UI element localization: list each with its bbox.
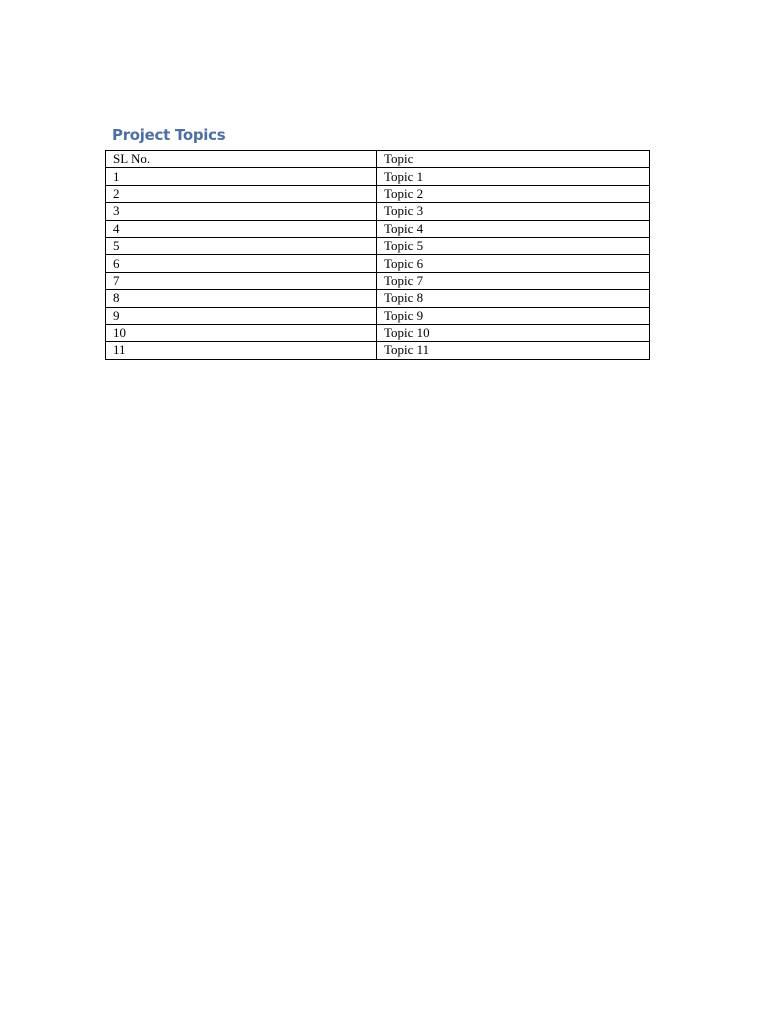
- sl-no-cell: 4: [106, 220, 377, 237]
- topic-cell: Topic 8: [377, 290, 650, 307]
- table-row: [106, 290, 650, 307]
- topics-table: [105, 150, 650, 360]
- sl-no-cell: 9: [106, 307, 377, 324]
- topic-cell: Topic 10: [377, 324, 650, 341]
- topic-cell: Topic 3: [377, 203, 650, 220]
- sl-no-cell: 8: [106, 290, 377, 307]
- table-row: [106, 220, 650, 237]
- topic-cell: Topic 2: [377, 185, 650, 202]
- topic-cell: Topic 7: [377, 272, 650, 289]
- table-row: [106, 185, 650, 202]
- topic-cell: Topic 9: [377, 307, 650, 324]
- table-row: [106, 272, 650, 289]
- topic-cell: Topic 5: [377, 237, 650, 254]
- topic-cell: Topic 1: [377, 168, 650, 185]
- sl-no-cell: 11: [106, 342, 377, 359]
- table-row: [106, 203, 650, 220]
- page-title: Project Topics: [112, 126, 226, 144]
- sl-no-cell: 6: [106, 255, 377, 272]
- sl-no-cell: 2: [106, 185, 377, 202]
- column-header-topic: Topic: [377, 151, 650, 168]
- sl-no-cell: 5: [106, 237, 377, 254]
- topic-cell: Topic 11: [377, 342, 650, 359]
- column-header-sl-no: SL No.: [106, 151, 377, 168]
- table-row: [106, 168, 650, 185]
- sl-no-cell: 3: [106, 203, 377, 220]
- sl-no-cell: 1: [106, 168, 377, 185]
- sl-no-cell: 7: [106, 272, 377, 289]
- table-row: [106, 342, 650, 359]
- topic-cell: Topic 6: [377, 255, 650, 272]
- topic-cell: Topic 4: [377, 220, 650, 237]
- table-row: [106, 255, 650, 272]
- table-row: [106, 324, 650, 341]
- table-row: [106, 307, 650, 324]
- table-header-row: [106, 151, 650, 168]
- table-row: [106, 237, 650, 254]
- sl-no-cell: 10: [106, 324, 377, 341]
